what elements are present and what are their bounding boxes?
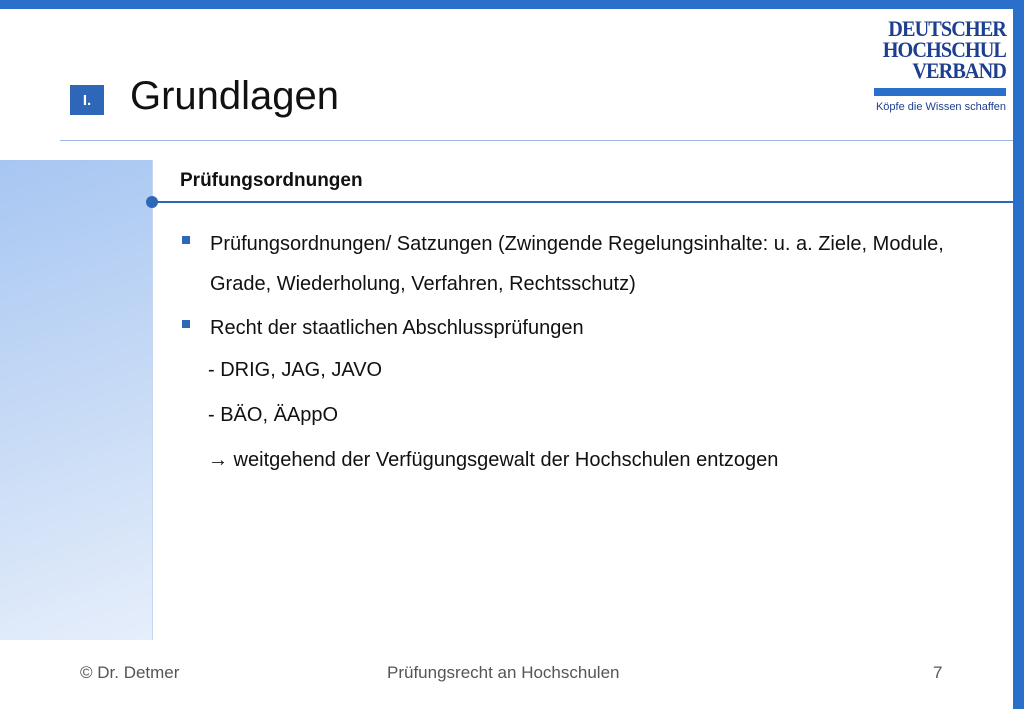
logo-tagline: Köpfe die Wissen schaffen bbox=[875, 101, 1006, 113]
logo-line-2: HOCHSCHUL bbox=[882, 37, 1006, 62]
logo bbox=[868, 18, 1006, 113]
slide-content bbox=[180, 224, 1000, 483]
logo-line-1: DEUTSCHER bbox=[888, 16, 1006, 41]
divider-dot bbox=[146, 196, 158, 208]
subtitle-divider bbox=[152, 201, 1013, 203]
side-gradient-panel bbox=[0, 160, 153, 640]
right-accent-bar bbox=[1013, 0, 1024, 709]
footer-author: © Dr. Detmer bbox=[80, 663, 180, 682]
slide-subtitle: Prüfungsordnungen bbox=[180, 170, 363, 191]
page-title: Grundlagen bbox=[130, 74, 340, 118]
bullet-text: Prüfungsordnungen/ Satzungen (Zwingende Regelungsinhalte: u. a. Ziele, Module, Grade, Wiederholung, Verfahren, Rechtsschutz) bbox=[210, 233, 944, 295]
logo-line-3: VERBAND bbox=[912, 58, 1006, 83]
square-bullet-icon bbox=[182, 236, 190, 244]
title-divider bbox=[60, 140, 1013, 141]
sub-line: → weitgehend der Verfügungsgewalt der Hochschulen entzogen bbox=[208, 449, 779, 471]
sub-line: - BÄO, ÄAppO bbox=[208, 404, 339, 426]
footer-topic: Prüfungsrecht an Hochschulen bbox=[387, 663, 620, 682]
bullet-item bbox=[180, 308, 1000, 348]
bullet-text: Recht der staatlichen Abschlussprüfungen bbox=[210, 317, 584, 339]
top-accent-bar bbox=[0, 0, 1024, 9]
sub-line: - DRIG, JAG, JAVO bbox=[208, 359, 383, 381]
footer-page-number: 7 bbox=[933, 663, 943, 682]
bullet-item bbox=[180, 224, 1000, 304]
square-bullet-icon bbox=[182, 320, 190, 328]
section-number-badge: I. bbox=[70, 85, 104, 115]
logo-bar bbox=[874, 88, 1006, 96]
